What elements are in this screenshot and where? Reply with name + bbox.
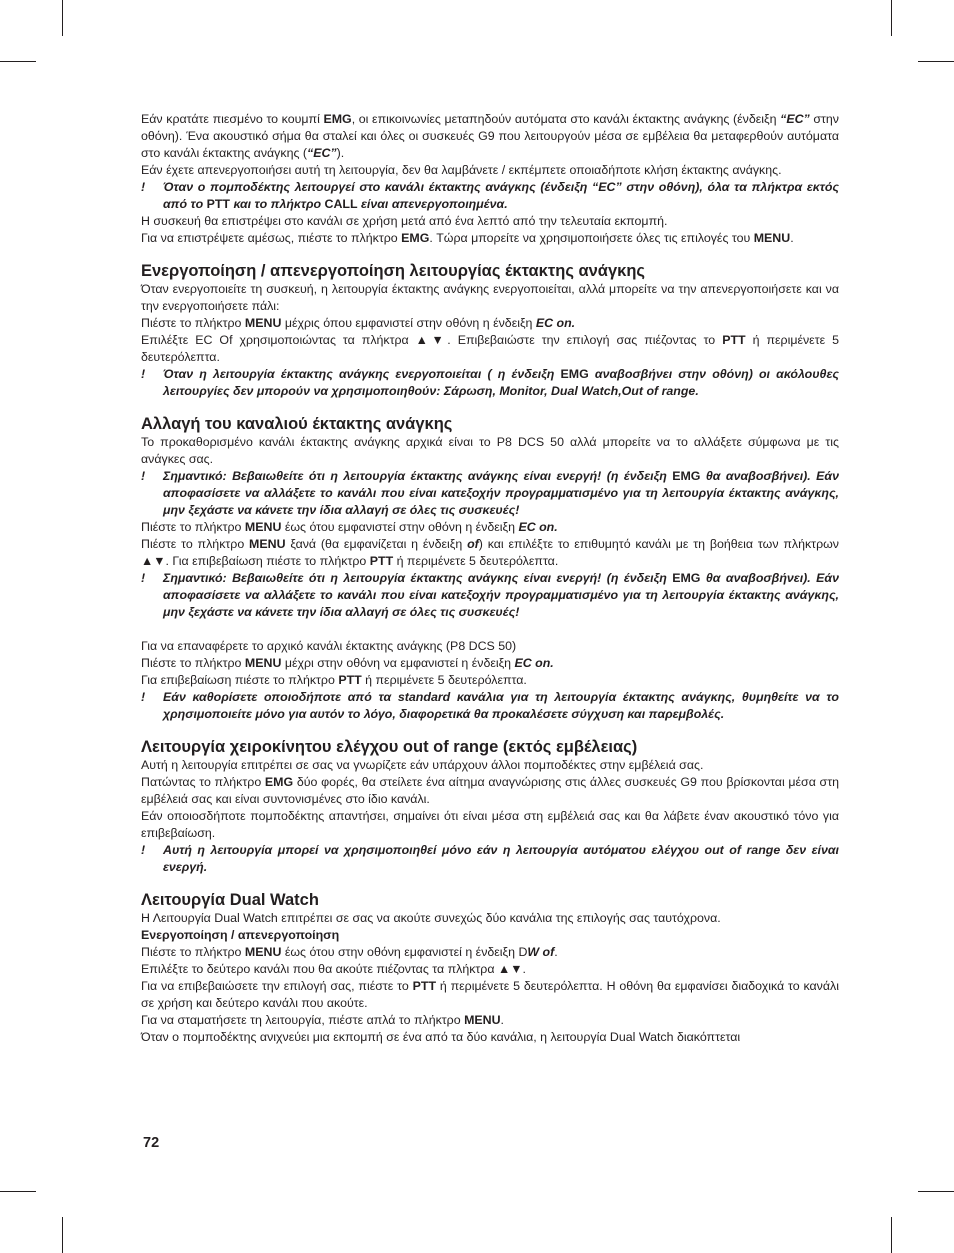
section-heading: Ενεργοποίηση / απενεργοποίηση λειτουργίας έκτακτης ανάγκης: [141, 262, 645, 280]
warning-note: ! Αυτή η λειτουργία μπορεί να χρησιμοποιηθεί μόνο εάν η λειτουργία αυτόματου ελέγχου out of range δεν είναι ενεργή.: [141, 843, 839, 874]
section-heading: Λειτουργία χειροκίνητου ελέγχου out of range (εκτός εμβέλειας): [141, 738, 638, 756]
paragraph: Επιλέξτε EC Of χρησιμοποιώντας τα πλήκτρα ▲▼. Επιβεβαιώστε την επιλογή σας πιέζοντας το PTT ή περιμένετε 5 δευτερόλεπτα.: [141, 333, 839, 364]
paragraph: Όταν ενεργοποιείτε τη συσκευή, η λειτουργία έκτακτης ανάγκης ενεργοποιείται, αλλά μπορείτε να την απενεργοποιήσετε και να την ενεργοποιήσετε πάλι:: [141, 282, 839, 313]
paragraph: Όταν ο πομποδέκτης ανιχνεύει μια εκπομπή σε ένα από τα δύο κανάλια, η λειτουργία Dual Watch διακόπτεται: [141, 1030, 741, 1044]
paragraph: Εάν έχετε απενεργοποιήσει αυτή τη λειτουργία, δεν θα λαμβάνετε / εκπέμπετε οποιαδήποτε κλήση έκτακτης ανάγκης.: [141, 163, 782, 177]
warning-icon: !: [141, 571, 146, 585]
warning-note: ! Εάν καθορίσετε οποιοδήποτε από τα standard κανάλια για τη λειτουργία έκτακτης ανάγκης, θυμηθείτε να το χρησιμοποιείτε μόνο για αυτόν το λόγο, διαφορετικά θα προκαλέσετε σύγχυση και παρεμβολές.: [141, 690, 839, 721]
subheading: Ενεργοποίηση / απενεργοποίηση: [141, 928, 340, 942]
crop-mark: [62, 0, 63, 36]
crop-mark: [891, 1217, 892, 1253]
warning-note: ! Σημαντικό: Βεβαιωθείτε ότι η λειτουργία έκτακτης ανάγκης είναι ενεργή! (η ένδειξη EMG θα αναβοσβήνει). Εάν αποφασίσετε να αλλάξετε το κανάλι που είναι κατεξοχήν προγραμματισμένο για τη λειτουργία έκτακτης ανάγκης, μην ξεχάστε να κάνετε την ίδια αλλαγή σε όλες τις συσκευές!: [141, 469, 839, 517]
crop-mark: [918, 1191, 954, 1192]
warning-icon: !: [141, 180, 146, 194]
paragraph: Πατώντας το πλήκτρο EMG δύο φορές, θα στείλετε ένα αίτημα αναγνώρισης στις άλλες συσκευές G9 που βρίσκονται μέσα στη εμβέλειά σας και είναι συντονισμένες στο ίδιο κανάλι.: [141, 775, 839, 806]
warning-note: ! Όταν ο πομποδέκτης λειτουργεί στο κανάλι έκτακτης ανάγκης (ένδειξη “EC” στην οθόνη), όλα τα πλήκτρα εκτός από το PTT και το πλήκτρο CALL είναι απενεργοποιημένα.: [141, 180, 839, 211]
paragraph: Πιέστε το πλήκτρο MENU ξανά (θα εμφανίζεται η ένδειξη of) και επιλέξτε το επιθυμητό κανάλι με τη βοήθεια των πλήκτρων ▲▼. Για επιβεβαίωση πιέστε το πλήκτρο PTT ή περιμένετε 5 δευτερόλεπτα.: [141, 537, 839, 568]
crop-mark: [62, 1217, 63, 1253]
warning-icon: !: [141, 367, 146, 381]
paragraph: Για επιβεβαίωση πιέστε το πλήκτρο PTT ή περιμένετε 5 δευτερόλεπτα.: [141, 673, 527, 687]
page-number: 72: [143, 1135, 160, 1151]
paragraph: Για να επιστρέψετε αμέσως, πιέστε το πλήκτρο EMG. Τώρα μπορείτε να χρησιμοποιήσετε όλες τις επιλογές του MENU.: [141, 231, 794, 245]
warning-icon: !: [141, 469, 146, 483]
paragraph: Για να σταματήσετε τη λειτουργία, πιέστε απλά το πλήκτρο MENU.: [141, 1013, 504, 1027]
crop-mark: [918, 61, 954, 62]
paragraph: Εάν κρατάτε πιεσμένο το κουμπί EMG, οι επικοινωνίες μεταπηδούν αυτόματα στο κανάλι έκτακτης ανάγκης (ένδειξη “EC” στην οθόνη). Ένα ακουστικό σήμα θα σταλεί και όλες οι συσκευές G9 που λειτουργούν μέσα σε εμβέλεια θα μεταφερθούν αυτόματα στο κανάλι έκτακτης ανάγκης (“EC”).: [141, 112, 839, 160]
paragraph: Το προκαθορισμένο κανάλι έκτακτης ανάγκης αρχικά είναι το P8 DCS 50 αλλά μπορείτε να το αλλάξετε σύμφωνα με τις ανάγκες σας.: [141, 435, 839, 466]
warning-icon: !: [141, 843, 146, 857]
paragraph: Για να επαναφέρετε το αρχικό κανάλι έκτακτης ανάγκης (P8 DCS 50): [141, 639, 517, 653]
paragraph: Η συσκευή θα επιστρέψει στο κανάλι σε χρήση μετά από ένα λεπτό από την τελευταία εκπομπή.: [141, 214, 668, 228]
section-heading: Αλλαγή του καναλιού έκτακτης ανάγκης: [141, 415, 453, 433]
paragraph: Για να επιβεβαιώσετε την επιλογή σας, πιέστε το PTT ή περιμένετε 5 δευτερόλεπτα. Η οθόνη θα εμφανίσει διαδοχικά το κανάλι σε χρήση και δεύτερο κανάλι που ακούτε.: [141, 979, 839, 1010]
paragraph: Επιλέξτε το δεύτερο κανάλι που θα ακούτε πιέζοντας τα πλήκτρα ▲▼.: [141, 962, 526, 976]
paragraph: Αυτή η λειτουργία επιτρέπει σε σας να γνωρίζετε εάν υπάρχουν άλλοι πομποδέκτες στην εμβέλειά σας.: [141, 758, 704, 772]
page-content: [141, 111, 839, 1046]
crop-mark: [0, 61, 36, 62]
warning-note: ! Σημαντικό: Βεβαιωθείτε ότι η λειτουργία έκτακτης ανάγκης είναι ενεργή! (η ένδειξη EMG θα αναβοσβήνει). Εάν αποφασίσετε να αλλάξετε το κανάλι που είναι κατεξοχήν προγραμματισμένο για τη λειτουργία έκτακτης ανάγκης, μην ξεχάστε να κάνετε την ίδια αλλαγή σε όλες τις συσκευές!: [141, 571, 839, 619]
warning-note: ! Όταν η λειτουργία έκτακτης ανάγκης ενεργοποιείται ( η ένδειξη EMG αναβοσβήνει στην οθόνη) οι ακόλουθες λειτουργίες δεν μπορούν να χρησιμοποιηθούν: Σάρωση, Monitor, Dual Watch,Out of range.: [141, 367, 839, 398]
paragraph: Πιέστε το πλήκτρο MENU έως ότου εμφανιστεί στην οθόνη η ένδειξη EC on.: [141, 520, 558, 534]
crop-mark: [891, 0, 892, 36]
crop-mark: [0, 1191, 36, 1192]
paragraph: Εάν οποιοσδήποτε πομποδέκτης απαντήσει, σημαίνει ότι είναι μέσα στη εμβέλειά σας και θα λάβετε έναν ακουστικό τόνο για επιβεβαίωση.: [141, 809, 839, 840]
paragraph: Πιέστε το πλήκτρο MENU μέχρι στην οθόνη να εμφανιστεί η ένδειξη EC on.: [141, 656, 554, 670]
warning-icon: !: [141, 690, 146, 704]
paragraph: Η Λειτουργία Dual Watch επιτρέπει σε σας να ακούτε συνεχώς δύο κανάλια της επιλογής σας ταυτόχρονα.: [141, 911, 721, 925]
section-heading: Λειτουργία Dual Watch: [141, 891, 319, 909]
paragraph: Πιέστε το πλήκτρο MENU μέχρις όπου εμφανιστεί στην οθόνη η ένδειξη EC on.: [141, 316, 576, 330]
paragraph: Πιέστε το πλήκτρο MENU έως ότου στην οθόνη εμφανιστεί η ένδειξη DW of.: [141, 945, 558, 959]
